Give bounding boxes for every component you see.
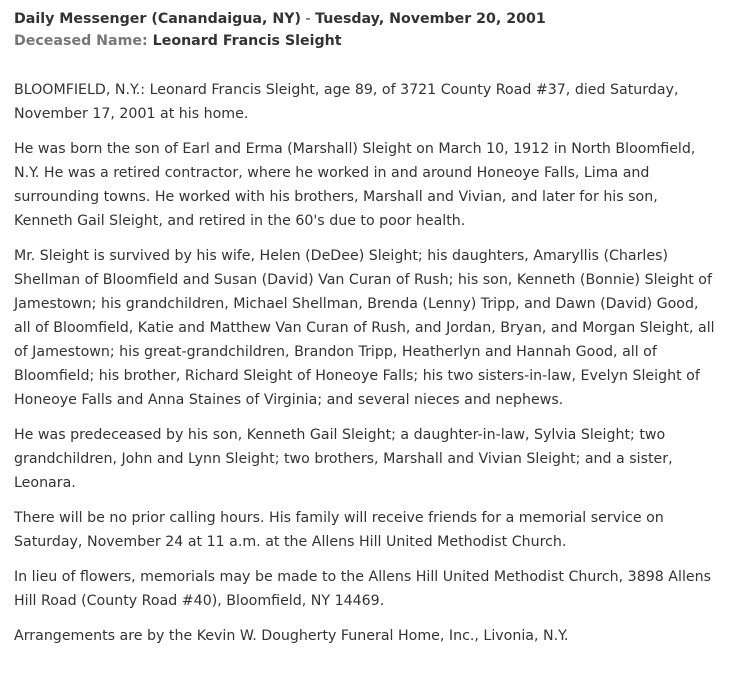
- paragraph-death-notice: BLOOMFIELD, N.Y.: Leonard Francis Sleight, age 89, of 3721 County Road #37, died Saturday, November 17, 2001 at his home.: [14, 82, 679, 122]
- paragraph-service: There will be no prior calling hours. His family will receive friends for a memorial service on Saturday, November 24 at 11 a.m. at the Allens Hill United Methodist Church.: [14, 510, 664, 550]
- deceased-label: Deceased Name:: [14, 33, 148, 49]
- paragraph-biography: He was born the son of Earl and Erma (Marshall) Sleight on March 10, 1912 in North Bloomfield, N.Y. He was a retired contractor, where he worked in and around Honeoye Falls, Lima and surrounding towns. He worked with his brothers, Marshall and Vivian, and later for his son, Kenneth Gail Sleight, and retired in the 60's due to poor health.: [14, 141, 696, 229]
- paragraph-survivors: Mr. Sleight is survived by his wife, Helen (DeDee) Sleight; his daughters, Amaryllis (Charles) Shellman of Bloomfield and Susan (David) Van Curan of Rush; his son, Kenneth (Bonnie) Sleight of Jamestown; his grandchildren, Michael Shellman, Brenda (Lenny) Tripp, and Dawn (David) Good, all of Bloomfield, Katie and Matthew Van Curan of Rush, and Jordan, Bryan, and Morgan Sleight, all of Jamestown; his great-grandchildren, Brandon Tripp, Heatherlyn and Hannah Good, all of Bloomfield; his brother, Richard Sleight of Honeoye Falls; his two sisters-in-law, Evelyn Sleight of Honeoye Falls and Anna Staines of Virginia; and several nieces and nephews.: [14, 248, 715, 408]
- publication-line: [14, 8, 719, 30]
- paragraph-arrangements: Arrangements are by the Kevin W. Dougherty Funeral Home, Inc., Livonia, N.Y.: [14, 628, 569, 644]
- header-separator: -: [300, 11, 316, 27]
- deceased-name: Leonard Francis Sleight: [152, 33, 342, 49]
- header-spacer: [14, 52, 719, 78]
- paragraph-predeceased: He was predeceased by his son, Kenneth Gail Sleight; a daughter-in-law, Sylvia Sleight; two grandchildren, John and Lynn Sleight; two brothers, Marshall and Vivian Sleight; and a sister, Leonara.: [14, 427, 673, 491]
- deceased-line: [14, 30, 719, 52]
- paragraph-memorials: In lieu of flowers, memorials may be made to the Allens Hill United Methodist Church, 3898 Allens Hill Road (County Road #40), Bloomfield, NY 14469.: [14, 569, 712, 609]
- publication-name: Daily Messenger (Canandaigua, NY): [14, 11, 301, 27]
- publication-date: Tuesday, November 20, 2001: [315, 11, 546, 27]
